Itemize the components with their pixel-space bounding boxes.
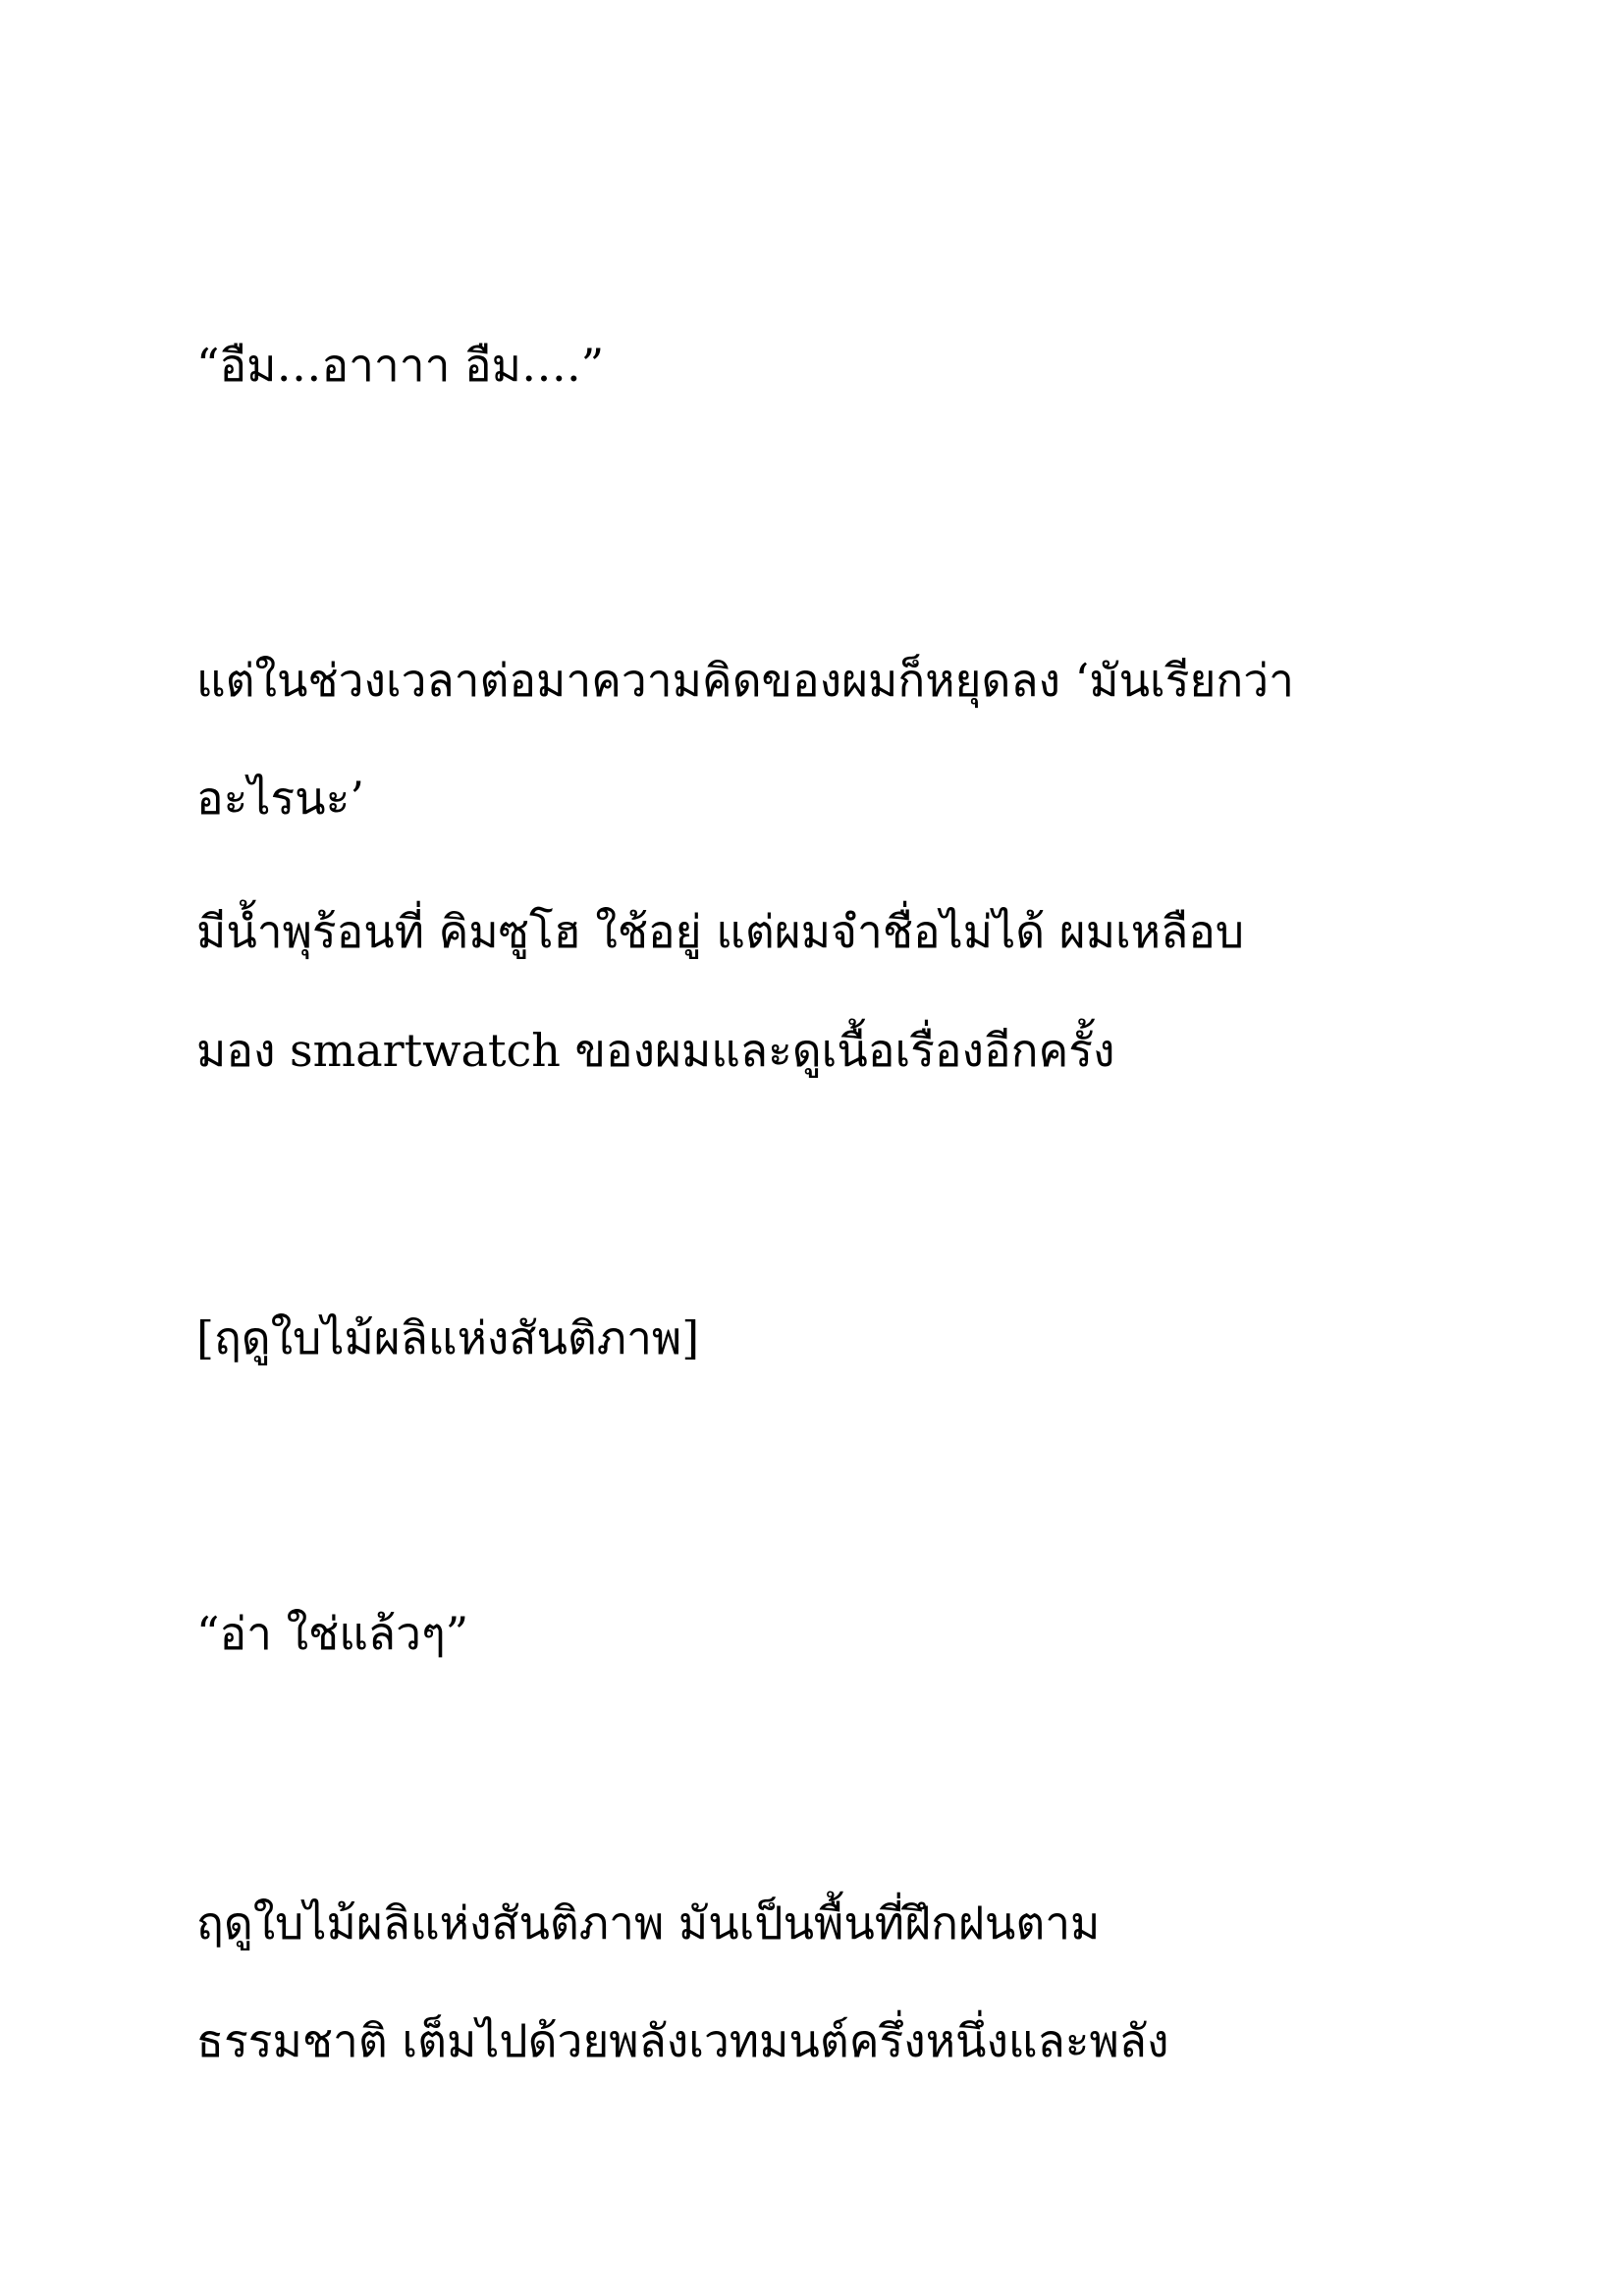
dialogue-line: “อืม…อาาาา อืม….”: [196, 339, 605, 392]
narration-line: ธรรมชาติ เต็มไปด้วยพลังเวทมนต์ครึ่งหนึ่งและพลัง: [196, 2014, 1169, 2067]
narration-line: ฤดูใบไม้ผลิแห่งสันติภาพ มันเป็นพื้นที่ฝึกฝนตาม: [196, 1896, 1101, 1949]
system-message-line: [ฤดูใบไม้ผลิแห่งสันติภาพ]: [196, 1311, 700, 1364]
narration-line: มอง smartwatch ของผมและดูเนื้อเรื่องอีกครั้ง: [196, 1024, 1115, 1077]
narration-line: มีน้ำพุร้อนที่ คิมซูโฮ ใช้อยู่ แต่ผมจำชื่อไม่ได้ ผมเหลือบ: [196, 905, 1245, 958]
narration-line: อะไรนะ’: [196, 772, 364, 825]
narration-line: แต่ในช่วงเวลาต่อมาความคิดของผมก็หยุดลง ‘มันเรียกว่า: [196, 654, 1294, 707]
dialogue-line: “อ่า ใช่แล้วๆ”: [196, 1607, 469, 1660]
